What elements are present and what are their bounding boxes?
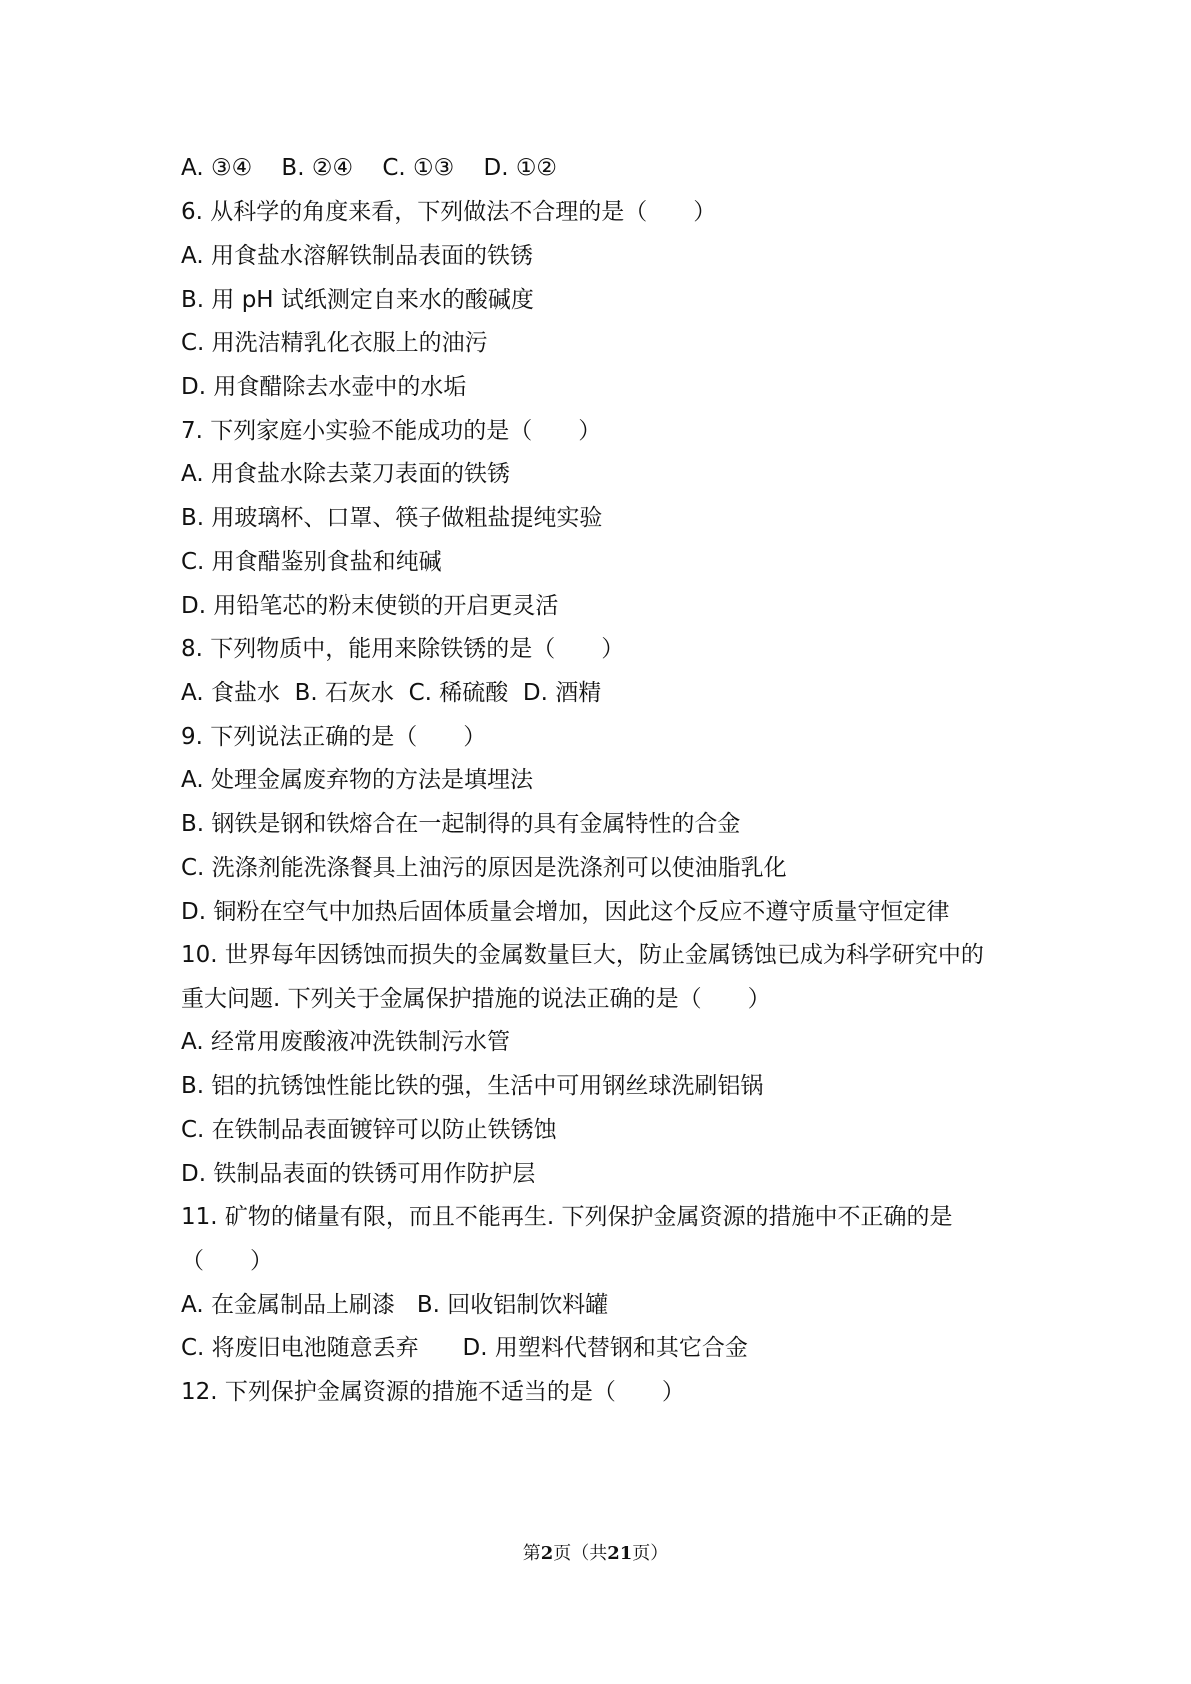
q9-option-c: C. 洗涤剂能洗涤餐具上油污的原因是洗涤剂可以使油脂乳化 (181, 855, 787, 881)
q6-option-c: C. 用洗洁精乳化衣服上的油污 (181, 330, 488, 356)
q10-stem-line1: 10. 世界每年因锈蚀而损失的金属数量巨大，防止金属锈蚀已成为科学研究中的 (181, 942, 984, 968)
q11-options-cd: C. 将废旧电池随意丢弃 D. 用塑料代替钢和其它合金 (181, 1335, 748, 1361)
q6-option-a: A. 用食盐水溶解铁制品表面的铁锈 (181, 243, 533, 269)
q9-stem: 9. 下列说法正确的是（ ） (181, 724, 487, 750)
q6-option-d: D. 用食醋除去水壶中的水垢 (181, 374, 467, 400)
q7-stem: 7. 下列家庭小实验不能成功的是（ ） (181, 418, 602, 444)
q10-stem-line2: 重大问题. 下列关于金属保护措施的说法正确的是（ ） (181, 986, 771, 1012)
q12-stem: 12. 下列保护金属资源的措施不适当的是（ ） (181, 1379, 685, 1405)
q5-options: A. ③④ B. ②④ C. ①③ D. ①② (181, 155, 558, 181)
footer-suffix: 页） (632, 1543, 669, 1564)
q8-stem: 8. 下列物质中，能用来除铁锈的是（ ） (181, 636, 625, 662)
q8-options: A. 食盐水 B. 石灰水 C. 稀硫酸 D. 酒精 (181, 680, 602, 706)
q9-option-a: A. 处理金属废弃物的方法是填埋法 (181, 767, 533, 793)
q10-option-b: B. 铝的抗锈蚀性能比铁的强，生活中可用钢丝球洗刷铝锅 (181, 1073, 764, 1099)
q9-option-d: D. 铜粉在空气中加热后固体质量会增加，因此这个反应不遵守质量守恒定律 (181, 899, 950, 925)
q6-option-b: B. 用 pH 试纸测定自来水的酸碱度 (181, 287, 534, 313)
q11-stem-line2: （ ） (181, 1248, 273, 1274)
q10-option-a: A. 经常用废酸液冲洗铁制污水管 (181, 1029, 510, 1055)
q7-option-b: B. 用玻璃杯、口罩、筷子做粗盐提纯实验 (181, 505, 603, 531)
footer-total-pages: 21 (607, 1543, 633, 1564)
footer-page-number: 2 (540, 1543, 554, 1564)
q9-option-b: B. 钢铁是钢和铁熔合在一起制得的具有金属特性的合金 (181, 811, 741, 837)
page-footer (0, 1540, 1191, 1568)
footer-prefix: 第 (522, 1543, 541, 1564)
q6-stem: 6. 从科学的角度来看，下列做法不合理的是（ ） (181, 199, 717, 225)
q7-option-d: D. 用铅笔芯的粉末使锁的开启更灵活 (181, 593, 559, 619)
q7-option-c: C. 用食醋鉴别食盐和纯碱 (181, 549, 442, 575)
q7-option-a: A. 用食盐水除去菜刀表面的铁锈 (181, 461, 510, 487)
footer-middle: 页（共 (553, 1543, 608, 1564)
q10-option-d: D. 铁制品表面的铁锈可用作防护层 (181, 1161, 536, 1187)
q10-option-c: C. 在铁制品表面镀锌可以防止铁锈蚀 (181, 1117, 557, 1143)
q11-options-ab: A. 在金属制品上刷漆 B. 回收铝制饮料罐 (181, 1292, 609, 1318)
q11-stem-line1: 11. 矿物的储量有限，而且不能再生. 下列保护金属资源的措施中不正确的是 (181, 1204, 953, 1230)
